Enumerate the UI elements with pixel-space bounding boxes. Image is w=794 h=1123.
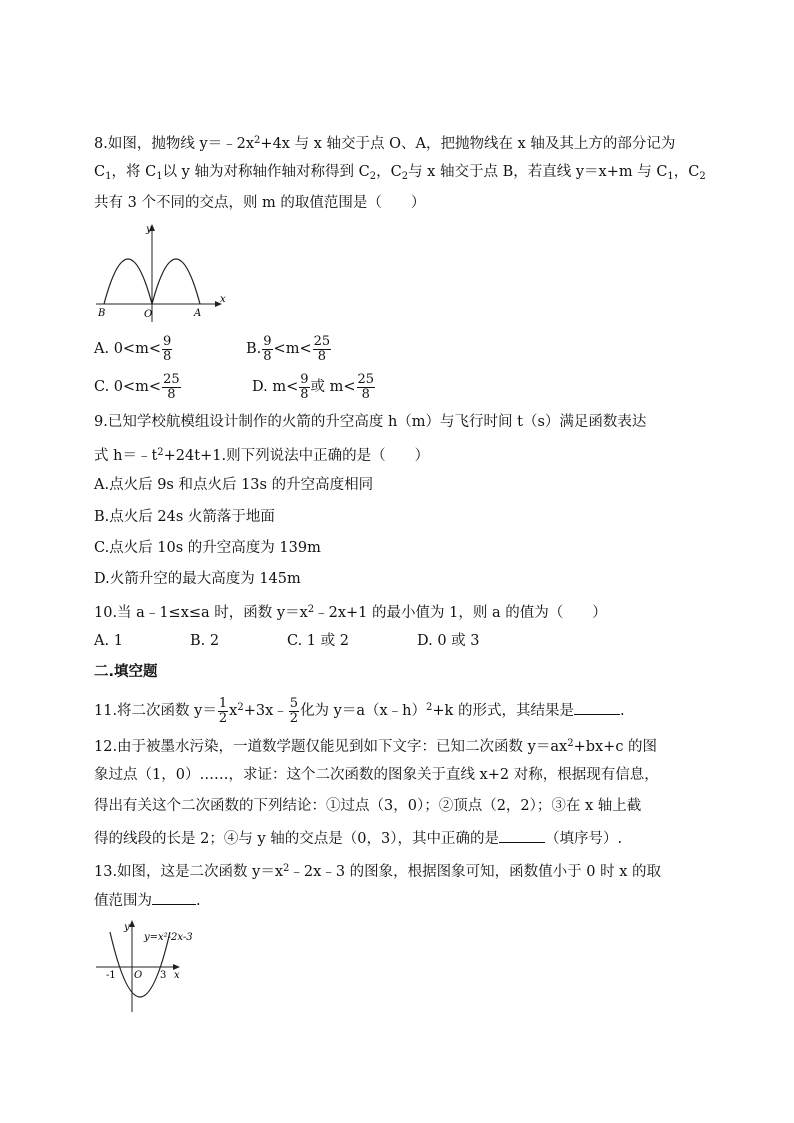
section-title: 二.填空题 bbox=[94, 664, 158, 680]
q10-option-b: B. 2 bbox=[190, 633, 220, 649]
q8-text: C bbox=[94, 164, 106, 180]
numerator: 25 bbox=[313, 333, 331, 349]
q8-label-b: B bbox=[98, 308, 106, 319]
q9-line2 bbox=[94, 443, 429, 466]
q9-option-d: D.火箭升空的最大高度为 145m bbox=[94, 571, 301, 587]
q13-label-o: O bbox=[134, 970, 143, 981]
q8-option-d bbox=[252, 372, 376, 402]
q11-sup: 2 bbox=[426, 702, 433, 713]
q13-label-neg1: -1 bbox=[106, 970, 116, 981]
denominator: 8 bbox=[313, 349, 332, 364]
denominator: 2 bbox=[289, 710, 299, 726]
numerator: 25 bbox=[163, 371, 180, 387]
q10-option-d: D. 0 或 3 bbox=[417, 633, 480, 649]
q12-line3: 得出有关这个二次函数的下列结论：①过点（3，0）；②顶点（2，2）；③在 x 轴上截 bbox=[94, 798, 642, 814]
numerator: 9 bbox=[162, 333, 172, 349]
q8-curve-c2 bbox=[104, 259, 152, 304]
q8-option-b bbox=[246, 334, 332, 364]
denominator: 8 bbox=[162, 348, 172, 364]
q13-parabola-figure bbox=[94, 918, 204, 1014]
q13-label-x: x bbox=[174, 970, 180, 981]
q11-text: +3x﹣ bbox=[243, 703, 288, 719]
denominator: 8 bbox=[263, 348, 272, 364]
q11-text: +k 的形式，其结果是 bbox=[432, 703, 574, 719]
q13-text: 值范围为 bbox=[94, 893, 152, 909]
q8-text: 与 x 轴交于点 B，若直线 y＝x+m 与 C bbox=[408, 164, 668, 180]
q8-text: ，C bbox=[376, 164, 402, 180]
q8-text: ，将 C bbox=[111, 164, 157, 180]
q11-text: 11.将二次函数 y＝ bbox=[94, 703, 217, 719]
denominator: 2 bbox=[218, 710, 228, 726]
numerator: 9 bbox=[263, 333, 272, 349]
q8-sub: 1 bbox=[667, 171, 674, 182]
q12-text: +bx+c 的图 bbox=[573, 739, 658, 755]
q8-label-x: x bbox=[220, 294, 226, 305]
q12-sup: 2 bbox=[567, 738, 574, 749]
q12-line1 bbox=[94, 734, 657, 757]
q8-label-a: A bbox=[194, 308, 202, 319]
q13-y-arrow bbox=[129, 920, 135, 927]
q10-option-c: C. 1 或 2 bbox=[287, 633, 349, 649]
q8-sup: 2 bbox=[254, 135, 261, 146]
q11-sup: 2 bbox=[237, 702, 244, 713]
q11-line bbox=[94, 692, 625, 724]
q11-text: . bbox=[619, 703, 625, 719]
q9-line1: 9.已知学校航模组设计制作的火箭的升空高度 h（m）与飞行时间 t（s）满足函数表达 bbox=[94, 414, 647, 430]
q8-sub: 1 bbox=[156, 171, 163, 182]
q10-line1 bbox=[94, 600, 607, 623]
q8-text: ，C bbox=[673, 164, 700, 180]
q13-label-y: y bbox=[124, 922, 130, 933]
q8-parabola-figure bbox=[94, 222, 230, 326]
q10-text: 10.当 a﹣1≤x≤a 时，函数 y＝x bbox=[94, 605, 308, 621]
q9-option-b: B.点火后 24s 火箭落于地面 bbox=[94, 509, 275, 525]
answer-blank[interactable] bbox=[499, 828, 545, 843]
q13-curve-label: y=x²-2x-3 bbox=[144, 932, 193, 943]
fraction bbox=[299, 373, 309, 402]
fraction bbox=[162, 335, 172, 364]
q13-text: . bbox=[196, 893, 201, 909]
answer-blank[interactable] bbox=[152, 890, 196, 905]
q9-text: +24t+1.则下列说法中正确的是（ ） bbox=[163, 448, 430, 464]
fraction bbox=[162, 373, 181, 402]
q12-text: （填序号）. bbox=[544, 831, 623, 847]
q13-text: 13.如图，这是二次函数 y＝x bbox=[94, 864, 284, 880]
q11-text: 化为 y＝a（x﹣h） bbox=[300, 703, 427, 719]
q9-option-a: A.点火后 9s 和点火后 13s 的升空高度相同 bbox=[94, 477, 374, 493]
fraction bbox=[218, 697, 228, 726]
q8-line3: 共有 3 个不同的交点，则 m 的取值范围是（ ） bbox=[94, 195, 426, 211]
option-text: B. bbox=[246, 341, 262, 357]
q8-line2 bbox=[94, 162, 706, 187]
q8-text: 以 y 轴为对称轴作轴对称得到 C bbox=[162, 164, 370, 180]
q10-option-a: A. 1 bbox=[94, 633, 123, 649]
q12-line4 bbox=[94, 828, 622, 849]
q8-text: +4x 与 x 轴交于点 O、A，把抛物线在 x 轴及其上方的部分记为 bbox=[260, 136, 676, 152]
answer-blank[interactable] bbox=[574, 700, 620, 715]
q8-sub: 2 bbox=[401, 171, 409, 182]
q8-line1 bbox=[94, 131, 675, 154]
option-text: C. 0<m< bbox=[94, 379, 162, 395]
q9-text: 式 h＝﹣t bbox=[94, 448, 158, 464]
option-text: <m< bbox=[273, 341, 312, 357]
fraction bbox=[357, 373, 376, 402]
numerator: 5 bbox=[289, 695, 299, 711]
q9-option-c: C.点火后 10s 的升空高度为 139m bbox=[94, 540, 321, 556]
q8-sub: 1 bbox=[105, 171, 112, 182]
option-text: 或 m< bbox=[310, 379, 356, 395]
q8-text: 8.如图，抛物线 y＝﹣2x bbox=[94, 136, 255, 152]
q13-line2 bbox=[94, 890, 201, 911]
fraction bbox=[262, 335, 272, 364]
q13-text: ﹣2x﹣3 的图象，根据图象可知，函数值小于 0 时 x 的取 bbox=[289, 864, 661, 880]
q8-option-a bbox=[94, 334, 173, 364]
denominator: 8 bbox=[162, 387, 181, 402]
numerator: 1 bbox=[218, 695, 228, 711]
q13-label-3: 3 bbox=[160, 970, 167, 981]
q8-option-c bbox=[94, 372, 182, 402]
denominator: 8 bbox=[357, 387, 376, 402]
q13-sup: 2 bbox=[283, 863, 290, 874]
q10-sup: 2 bbox=[307, 604, 315, 615]
q10-text: ﹣2x+1 的最小值为 1，则 a 的值为（ ） bbox=[314, 605, 607, 621]
option-text: D. m< bbox=[252, 379, 299, 395]
q12-text: 得的线段的长是 2；④与 y 轴的交点是（0，3），其中正确的是 bbox=[94, 831, 499, 847]
q8-sub: 2 bbox=[699, 171, 706, 182]
q9-sup: 2 bbox=[157, 447, 164, 458]
q8-sub: 2 bbox=[369, 171, 377, 182]
q8-label-o: O bbox=[144, 309, 153, 320]
fraction bbox=[313, 335, 332, 364]
denominator: 8 bbox=[300, 386, 309, 402]
numerator: 25 bbox=[357, 371, 375, 387]
option-text: A. 0<m< bbox=[94, 341, 161, 357]
q8-curve-c1 bbox=[152, 259, 200, 304]
q11-text: x bbox=[229, 703, 238, 719]
q8-label-y: y bbox=[146, 224, 152, 235]
numerator: 9 bbox=[300, 371, 309, 387]
fraction bbox=[289, 697, 299, 726]
q12-text: 12.由于被墨水污染，一道数学题仅能见到如下文字：已知二次函数 y＝ax bbox=[94, 739, 568, 755]
q13-line1 bbox=[94, 859, 661, 882]
q12-line2: 象过点（1，0）……，求证：这个二次函数的图象关于直线 x+2 对称，根据现有信息， bbox=[94, 767, 659, 783]
